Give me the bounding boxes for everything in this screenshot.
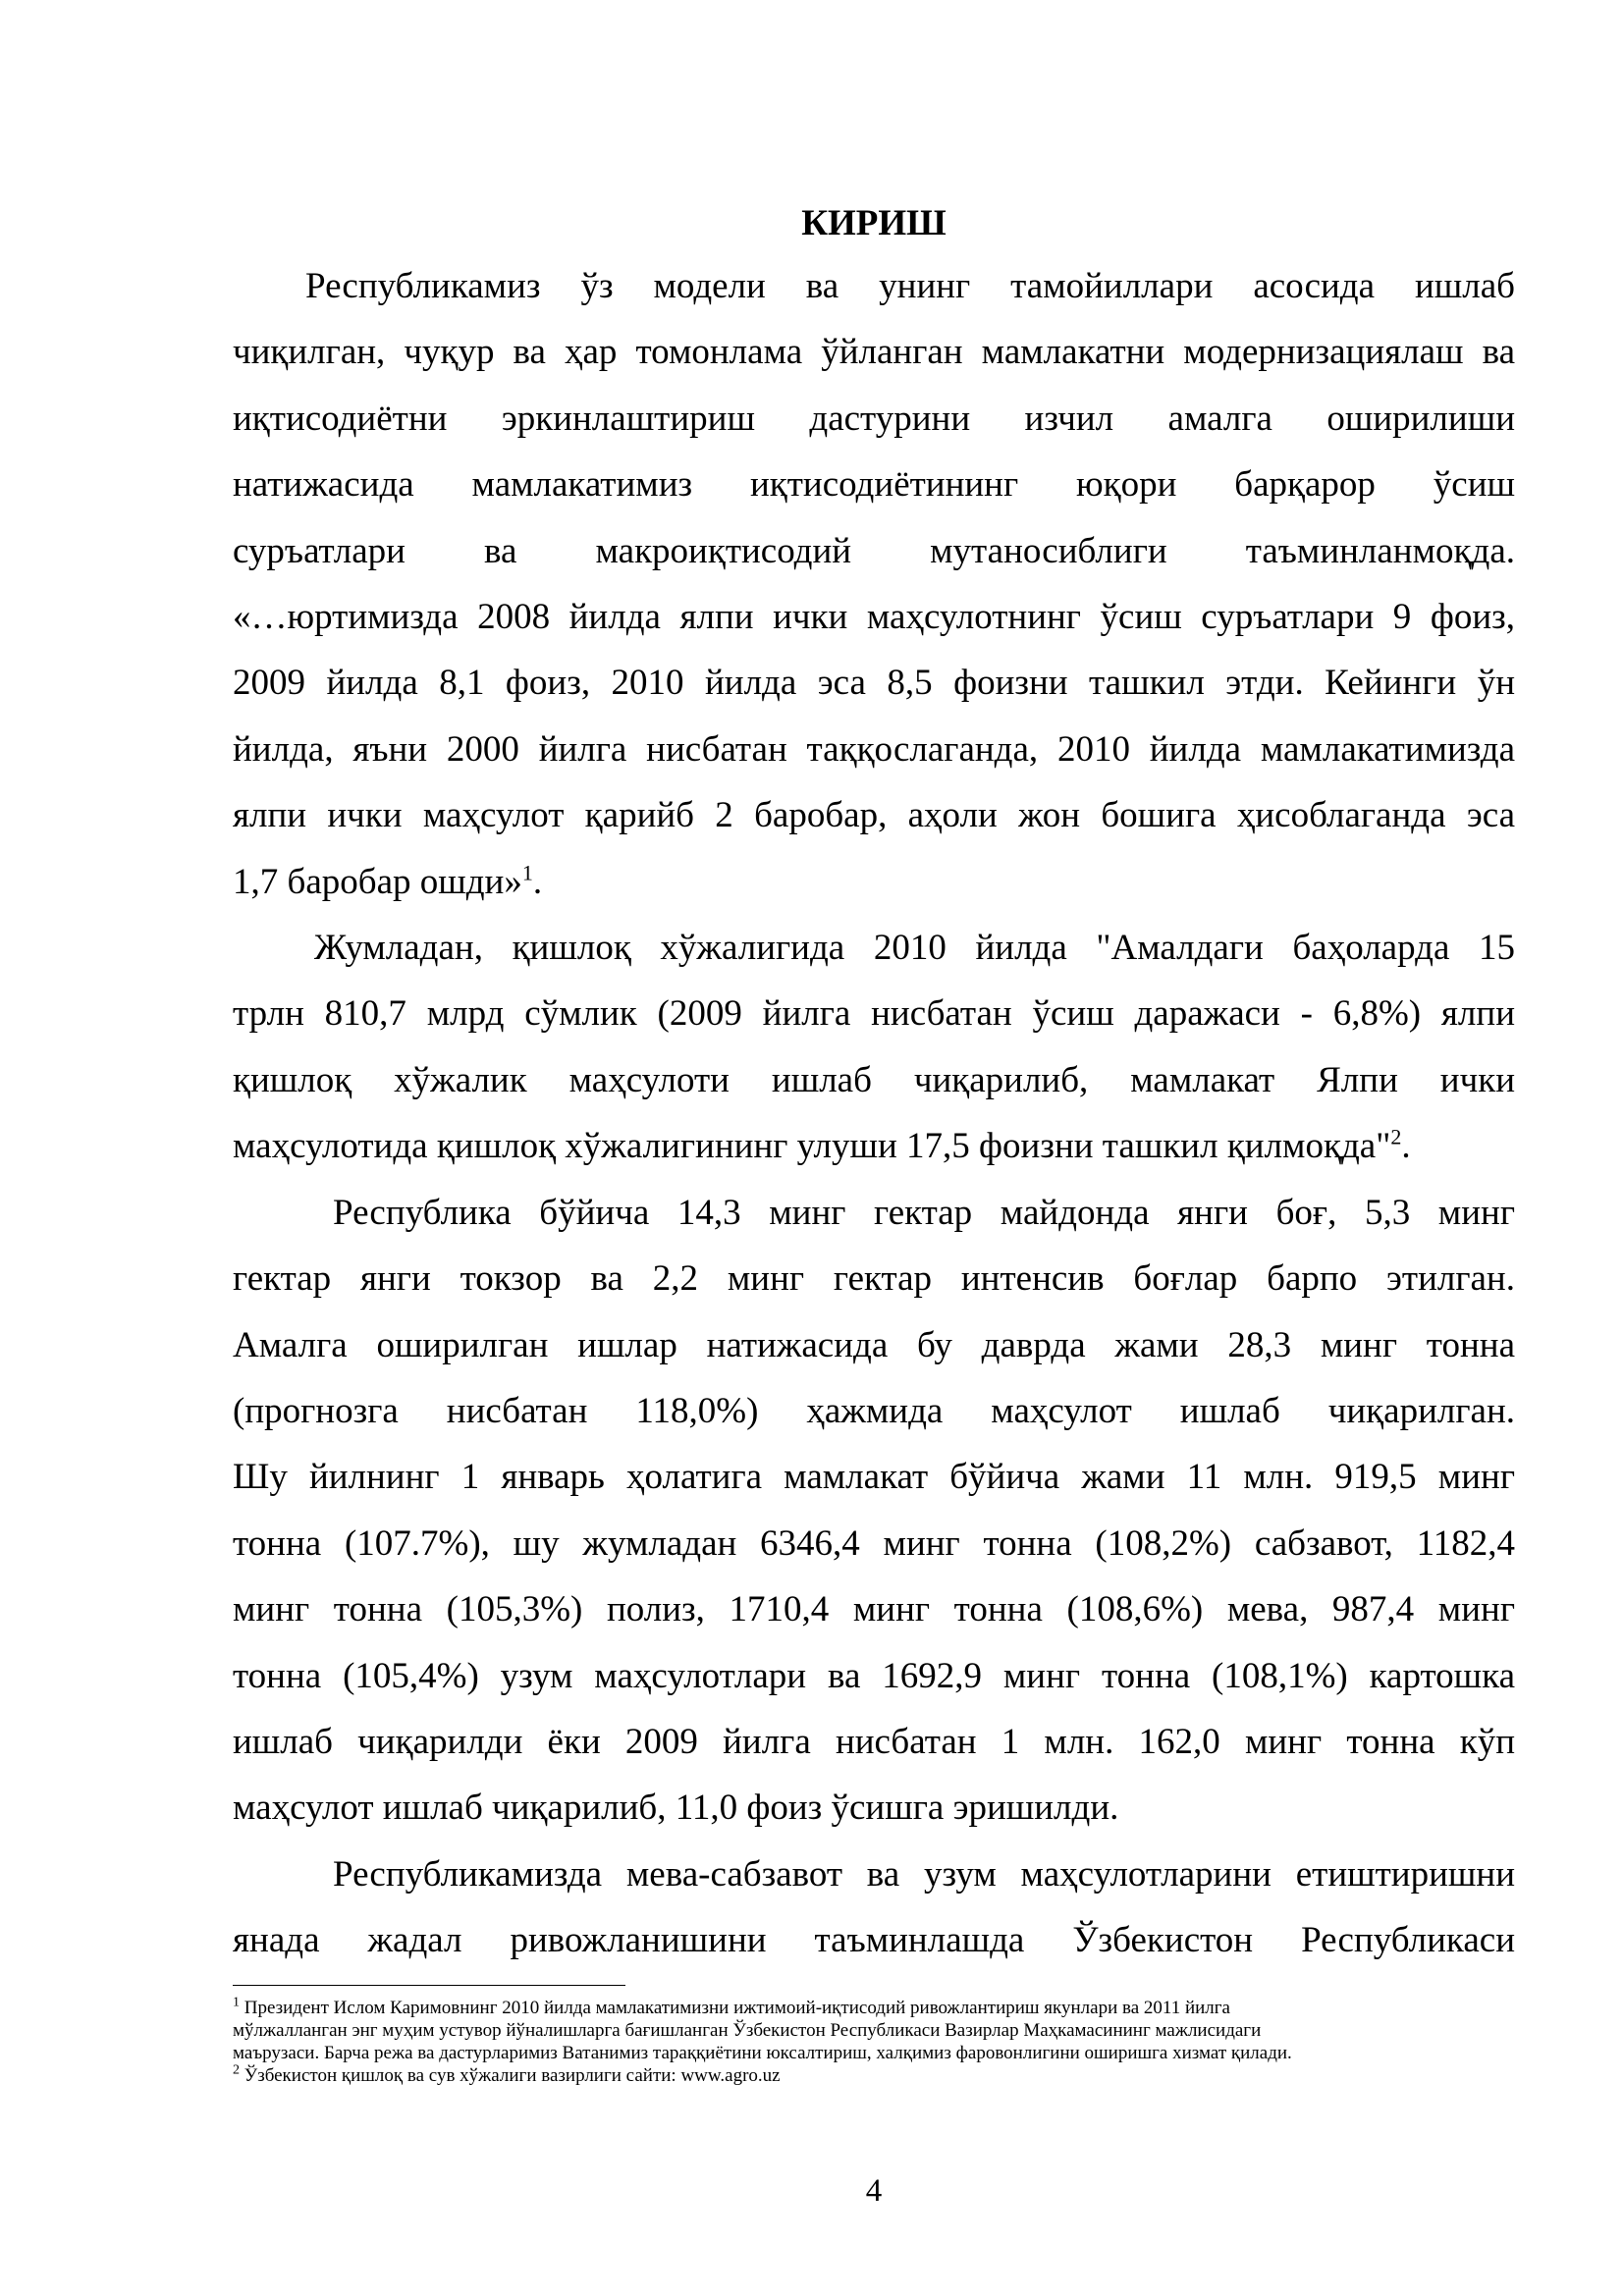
footnotes (233, 1997, 1515, 2087)
page-title: КИРИШ (801, 203, 947, 243)
text-line: Жумладан, қишлоқ хўжалигида 2010 йилда "Амалдаги баҳоларда 15 (314, 928, 1515, 969)
text-line: 1,7 баробар ошди» (233, 861, 522, 902)
text-line: Шу йилнинг 1 январь ҳолатига мамлакат бўйича жами 11 млн. 919,5 минг (233, 1457, 1515, 1498)
text-line-last (233, 849, 1515, 915)
footnote-separator (233, 1985, 625, 1986)
footnote-ref-2[interactable]: 2 (1390, 1124, 1402, 1149)
text-line: Республикамизда мева-сабзавот ва узум маҳсулотларини етиштиришни (333, 1853, 1515, 1895)
text-line: ишлаб чиқарилди ёки 2009 йилга нисбатан 1 млн. 162,0 минг тонна кўп (233, 1721, 1515, 1762)
text-line: «…юртимизда 2008 йилда ялпи ички маҳсулотнинг ўсиш суръатлари 9 фоиз, (233, 597, 1515, 638)
text-line: трлн 810,7 млрд сўмлик (2009 йилга нисбатан ўсиш даражаси - 6,8%) ялпи (233, 993, 1515, 1035)
body-text (233, 253, 1515, 1974)
footnote-line: мўлжалланган энг муҳим устувор йўналишларга бағишланган Ўзбекистон Республикаси Вазирлар Маҳкамасининг мажлисидаги (233, 2020, 1262, 2041)
text-line: 2009 йилда 8,1 фоиз, 2010 йилда эса 8,5 фоизни ташкил этди. Кейинги ўн (233, 663, 1515, 704)
text-line: чиқилган, чуқур ва ҳар томонлама ўйланган мамлакатни модернизациялаш ва (233, 332, 1515, 373)
footnote-line: маърузаси. Барча режа ва дастурларимиз Ватанимиз тараққиётини юксалтириш, халқимиз фаровонлигини оширишга хизмат қилади. (233, 2043, 1292, 2063)
sentence-end: . (532, 861, 543, 902)
text-line: Амалга оширилган ишлар натижасида бу даврда жами 28,3 минг тонна (233, 1324, 1515, 1365)
paragraph-2 (233, 915, 1515, 1180)
document-page (233, 0, 1515, 2296)
text-line: (прогнозга нисбатан 118,0%) ҳажмида маҳсулот ишлаб чиқарилган. (233, 1390, 1515, 1431)
footnote-number: 2 (233, 2062, 240, 2078)
text-line-last (233, 1113, 1515, 1179)
text-line: суръатлари ва макроиқтисодий мутаносиблиги таъминланмоқда. (233, 530, 1515, 571)
text-line: гектар янги токзор ва 2,2 минг гектар интенсив боғлар барпо этилган. (233, 1258, 1515, 1300)
text-line: Республика бўйича 14,3 минг гектар майдонда янги боғ, 5,3 минг (333, 1192, 1515, 1233)
text-line: иқтисодиётни эркинлаштириш дастурини изчил амалга оширилиши (233, 398, 1515, 439)
text-line: йилда, яъни 2000 йилга нисбатан таққослаганда, 2010 йилда мамлакатимизда (233, 728, 1515, 770)
text-line: тонна (105,4%) узум маҳсулотлари ва 1692,9 минг тонна (108,1%) картошка (233, 1655, 1515, 1696)
text-line: маҳсулот ишлаб чиқарилиб, 11,0 фоиз ўсишга эришилди. (233, 1788, 1119, 1829)
footnote-ref-1[interactable]: 1 (521, 860, 533, 885)
text-line: Республикамиз ўз модели ва унинг тамойиллари асосида ишлаб (305, 266, 1515, 306)
footnote-line: Ўзбекистон қишлоқ ва сув хўжалиги вазирлиги сайти: www.agro.uz (243, 2065, 781, 2086)
footnote-number: 1 (233, 1995, 240, 2010)
text-line: минг тонна (105,3%) полиз, 1710,4 минг тонна (108,6%) мева, 987,4 минг (233, 1589, 1515, 1630)
text-line: янада жадал ривожланишини таъминлашда Ўзбекистон Республикаси (233, 1920, 1515, 1961)
text-line: ялпи ички маҳсулот қарийб 2 баробар, аҳоли жон бошига ҳисоблаганда эса (233, 795, 1515, 836)
footnote-2 (233, 2064, 1515, 2087)
text-line: натижасида мамлакатимиз иқтисодиётининг юқори барқарор ўсиш (233, 464, 1515, 506)
paragraph-4 (233, 1842, 1515, 1974)
text-line: маҳсулотида қишлоқ хўжалигининг улуши 17,5 фоизни ташкил қилмоқда" (233, 1126, 1391, 1167)
paragraph-3 (233, 1180, 1515, 1842)
footnote-line: Президент Ислом Каримовнинг 2010 йилда мамлакатимизни ижтимоий-иқтисодий ривожлантириш якунлари ва 2011 йилга (243, 1998, 1230, 2018)
page-number: 4 (865, 2173, 883, 2209)
footnote-1 (233, 1997, 1515, 2064)
paragraph-1 (233, 253, 1515, 915)
text-line: тонна (107.7%), шу жумладан 6346,4 минг тонна (108,2%) сабзавот, 1182,4 (233, 1522, 1515, 1564)
sentence-end: . (1401, 1126, 1411, 1167)
text-line: қишлоқ хўжалик маҳсулоти ишлаб чиқарилиб, мамлакат Ялпи ички (233, 1059, 1515, 1100)
